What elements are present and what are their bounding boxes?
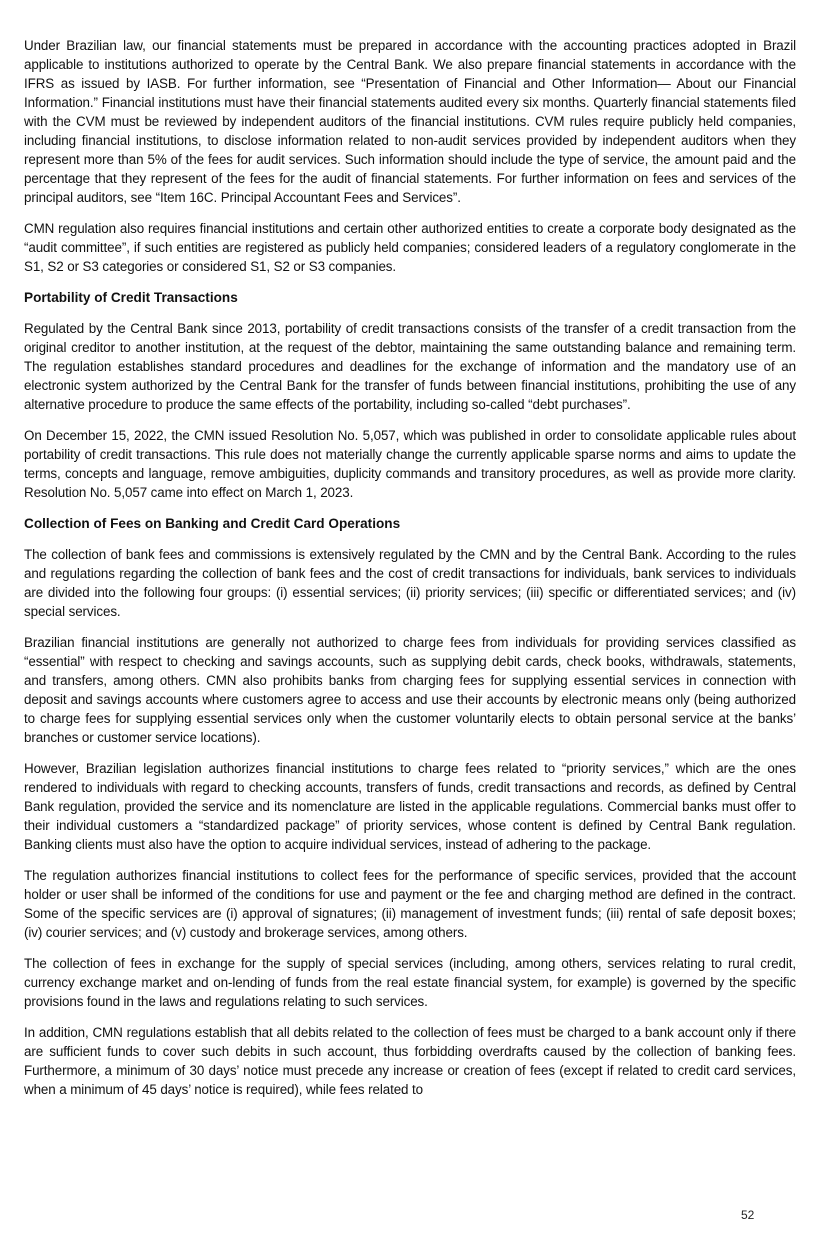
paragraph-portability-regulation: Regulated by the Central Bank since 2013, portability of credit transactions consists of the transfer of a credit transaction from the original creditor to another institution, at the request of the debtor, maintaining the same outstanding balance and remaining term. The regulation establishes standard procedures and deadlines for the exchange of information and the mandatory use of an electronic system authorized by the Central Bank for the transfer of funds between financial institutions, prohibiting the use of any alternative procedure to produce the same effects of the portability, including so-called “debt purchases”. [24, 321, 796, 412]
page-number: 52 [741, 1208, 755, 1222]
paragraph-resolution-5057: On December 15, 2022, the CMN issued Resolution No. 5,057, which was published in order to consolidate applicable rules about portability of credit transactions. This rule does not materially change the currently applicable sparse norms and aims to update the terms, concepts and language, remove ambiguities, duplicity commands and transitory procedures, as well as provide more clarity. Resolution No. 5,057 came into effect on March 1, 2023. [24, 428, 796, 500]
paragraph-specific-services: The regulation authorizes financial institutions to collect fees for the performance of specific services, provided that the account holder or user shall be informed of the conditions for use and payment or the fee and charging method are defined in the contract. Some of the specific services are (i) approval of signatures; (ii) management of investment funds; (iii) rental of safe deposit boxes; (iv) courier services; and (v) custody and brokerage services, among others. [24, 868, 796, 940]
paragraph-financial-statements: Under Brazilian law, our financial statements must be prepared in accordance with the accounting practices adopted in Brazil applicable to institutions authorized to operate by the Central Bank. We also prepare financial statements in accordance with the IFRS as issued by IASB. For further information, see “Presentation of Financial and Other Information— About our Financial Information.” Financial institutions must have their financial statements audited every six months. Quarterly financial statements filed with the CVM must be reviewed by independent auditors of the financial institutions. CVM rules require publicly held companies, including financial institutions, to disclose information related to non-audit services provided by independent auditors when they represent more than 5% of the fees for audit services. Such information should include the type of service, the amount paid and the percentage that they represent of the fees for the audit of financial statements. For further information on fees and services of the principal auditors, see “Item 16C. Principal Accountant Fees and Services”. [24, 38, 796, 205]
paragraph-audit-committee: CMN regulation also requires financial institutions and certain other authorized entities to create a corporate body designated as the “audit committee”, if such entities are registered as publicly held companies; considered leaders of a regulatory conglomerate in the S1, S2 or S3 categories or considered S1, S2 or S3 companies. [24, 221, 796, 274]
section-heading-collection-of-fees: Collection of Fees on Banking and Credit Card Operations [24, 516, 401, 531]
paragraph-essential-services: Brazilian financial institutions are generally not authorized to charge fees from individuals for providing services classified as “essential” with respect to checking and savings accounts, such as supplying debit cards, check books, withdrawals, statements, and transfers, among others. CMN also prohibits banks from charging fees for supplying essential services in connection with deposit and savings accounts where customers agree to access and use their accounts by electronic means only (being authorized to charge fees for supplying essential services only when the customer voluntarily elects to obtain personal service at the banks’ branches or customer service locations). [24, 635, 796, 745]
paragraph-fee-groups: The collection of bank fees and commissions is extensively regulated by the CMN and by the Central Bank. According to the rules and regulations regarding the collection of bank fees and the cost of credit transactions for individuals, bank services to individuals are divided into the following four groups: (i) essential services; (ii) priority services; (iii) specific or differentiated services; and (iv) special services. [24, 547, 796, 619]
section-heading-portability: Portability of Credit Transactions [24, 290, 238, 305]
paragraph-priority-services: However, Brazilian legislation authorizes financial institutions to charge fees related to “priority services,” which are the ones rendered to individuals with regard to checking accounts, transfers of funds, credit transactions and records, as defined by Central Bank regulation, provided the service and its nomenclature are listed in the applicable regulations. Commercial banks must offer to their individual customers a “standardized package” of priority services, whose content is defined by Central Bank regulation. Banking clients must also have the option to acquire individual services, instead of adhering to the package. [24, 761, 796, 852]
document-page [24, 36, 796, 1111]
paragraph-special-services: The collection of fees in exchange for the supply of special services (including, among others, services relating to rural credit, currency exchange market and on-lending of funds from the real estate financial system, for example) is governed by the specific provisions found in the laws and regulations relating to such services. [24, 956, 796, 1009]
paragraph-debits-and-notice: In addition, CMN regulations establish that all debits related to the collection of fees must be charged to a bank account only if there are sufficient funds to cover such debits in such account, thus forbidding overdrafts caused by the collection of banking fees. Furthermore, a minimum of 30 days’ notice must precede any increase or creation of fees (except if related to credit card services, when a minimum of 45 days’ notice is required), while fees related to [24, 1025, 796, 1097]
